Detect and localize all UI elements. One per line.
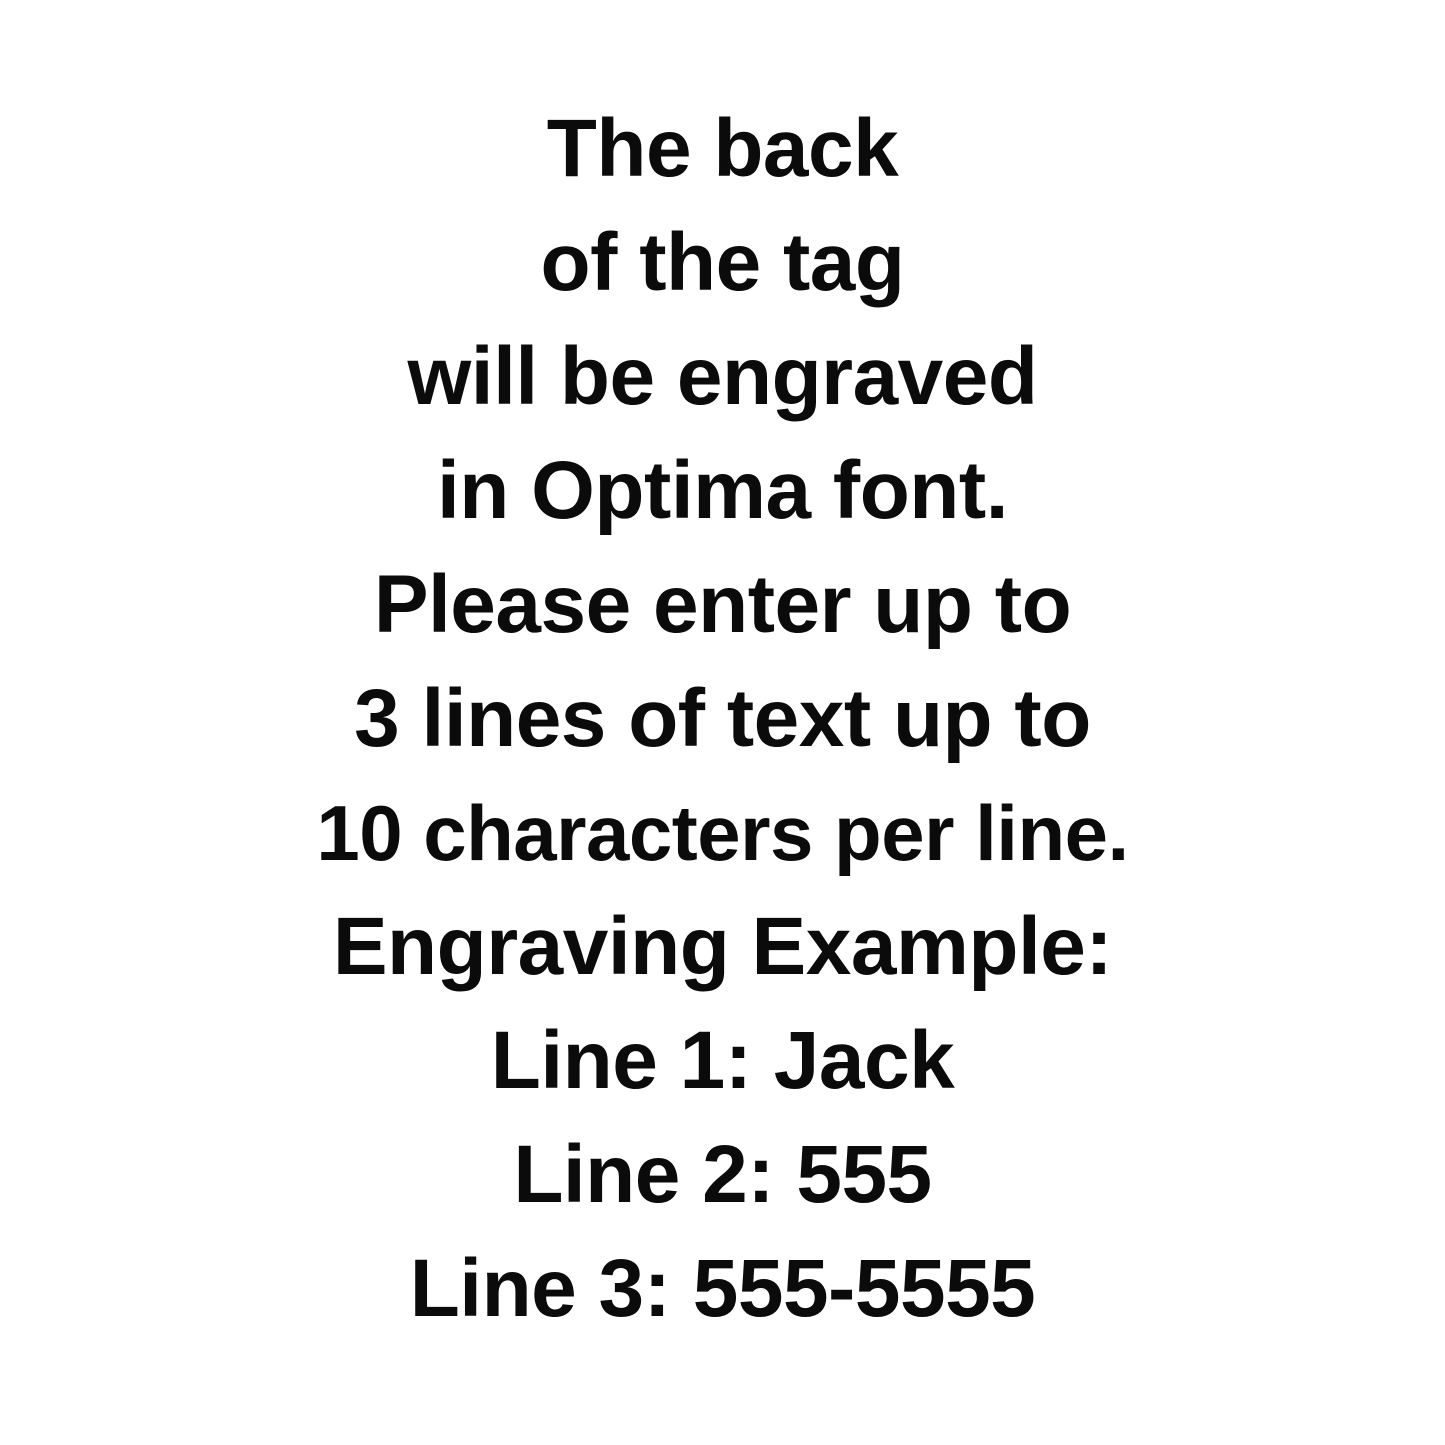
instruction-line-2: of the tag xyxy=(540,217,905,308)
instruction-line-3: will be engraved xyxy=(407,331,1038,422)
engraving-example-line-3: Line 3: 555-5555 xyxy=(409,1243,1036,1334)
engraving-example-heading: Engraving Example: xyxy=(332,901,1113,992)
engraving-example-line-2: Line 2: 555 xyxy=(513,1129,932,1220)
instructions-text-block xyxy=(0,92,1445,1346)
instruction-line-1: The back xyxy=(546,103,899,194)
instruction-line-5: Please enter up to xyxy=(373,559,1072,650)
instruction-line-4: in Optima font. xyxy=(437,445,1008,536)
engraving-example-line-1: Line 1: Jack xyxy=(490,1015,955,1106)
instruction-line-6: 3 lines of text up to xyxy=(354,673,1091,764)
instruction-line-7: 10 characters per line. xyxy=(316,789,1129,877)
